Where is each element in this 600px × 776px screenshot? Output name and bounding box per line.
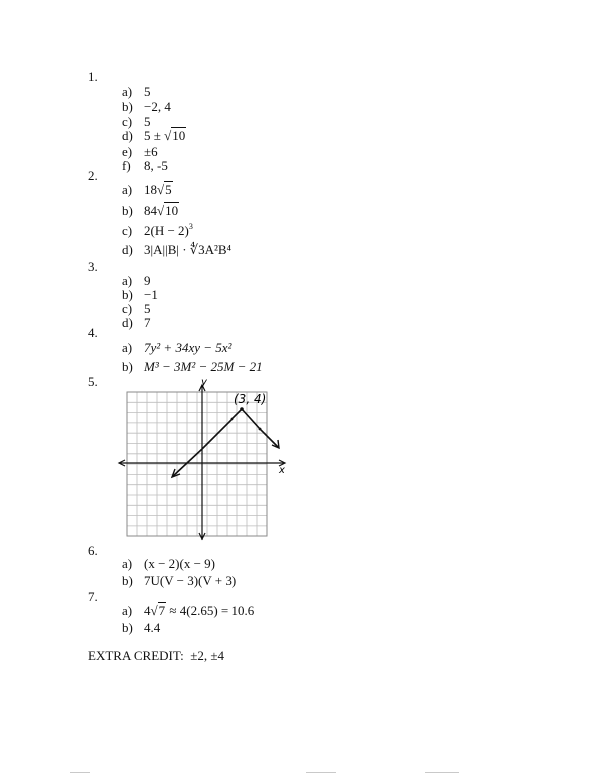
problem-3b: b) −1 xyxy=(122,287,158,302)
problem-1c: c) 5 xyxy=(122,114,151,129)
scan-mark xyxy=(306,772,336,773)
problem-1b: b) −2, 4 xyxy=(122,99,171,114)
problem-2-number: 2. xyxy=(88,168,98,183)
vertex-point xyxy=(240,407,244,411)
x-axis-label: x xyxy=(279,465,285,476)
plotted-point xyxy=(231,418,234,421)
problem-3d: d) 7 xyxy=(122,315,151,330)
problem-2a: a) 18√5 xyxy=(122,182,172,197)
problem-5-number: 5. xyxy=(88,374,98,389)
problem-3c: c) 5 xyxy=(122,301,151,316)
graphed-line xyxy=(172,409,278,477)
plotted-point xyxy=(259,428,262,431)
y-axis-label: y xyxy=(201,377,207,388)
problem-1e: e) ±6 xyxy=(122,144,158,159)
problem-2d: d) 3|A||B| · ∜3A²B⁴ xyxy=(122,242,232,257)
coordinate-graph xyxy=(112,377,302,542)
problem-6-number: 6. xyxy=(88,543,98,558)
problem-1a: a) 5 xyxy=(122,84,151,99)
scan-mark xyxy=(425,772,459,773)
problem-3a: a) 9 xyxy=(122,273,151,288)
problem-4-number: 4. xyxy=(88,325,98,340)
problem-1f: f) 8, -5 xyxy=(122,158,168,173)
vertex-label: (3, 4) xyxy=(234,392,267,406)
extra-credit: EXTRA CREDIT: ±2, ±4 xyxy=(88,648,225,663)
problem-2b: b) 84√10 xyxy=(122,203,179,218)
scan-mark xyxy=(70,772,90,773)
problem-7b: b) 4.4 xyxy=(122,620,161,635)
problem-3-number: 3. xyxy=(88,259,98,274)
problem-2c: c) $2(H - 2)^3$ xyxy=(122,222,193,238)
problem-4b: b) M³ − 3M² − 25M − 21 xyxy=(122,359,263,374)
problem-6b: b) 7U(V − 3)(V + 3) xyxy=(122,573,237,588)
problem-1-number: 1. xyxy=(88,69,98,84)
problem-7-number: 7. xyxy=(88,589,98,604)
problem-1d: d) 5 ± √10 xyxy=(122,128,186,143)
problem-4a: a) 7y² + 34xy − 5x² xyxy=(122,340,232,355)
problem-7a: a) 4√7 ≈ 4(2.65) = 10.6 xyxy=(122,603,255,618)
problem-6a: a) (x − 2)(x − 9) xyxy=(122,556,215,571)
